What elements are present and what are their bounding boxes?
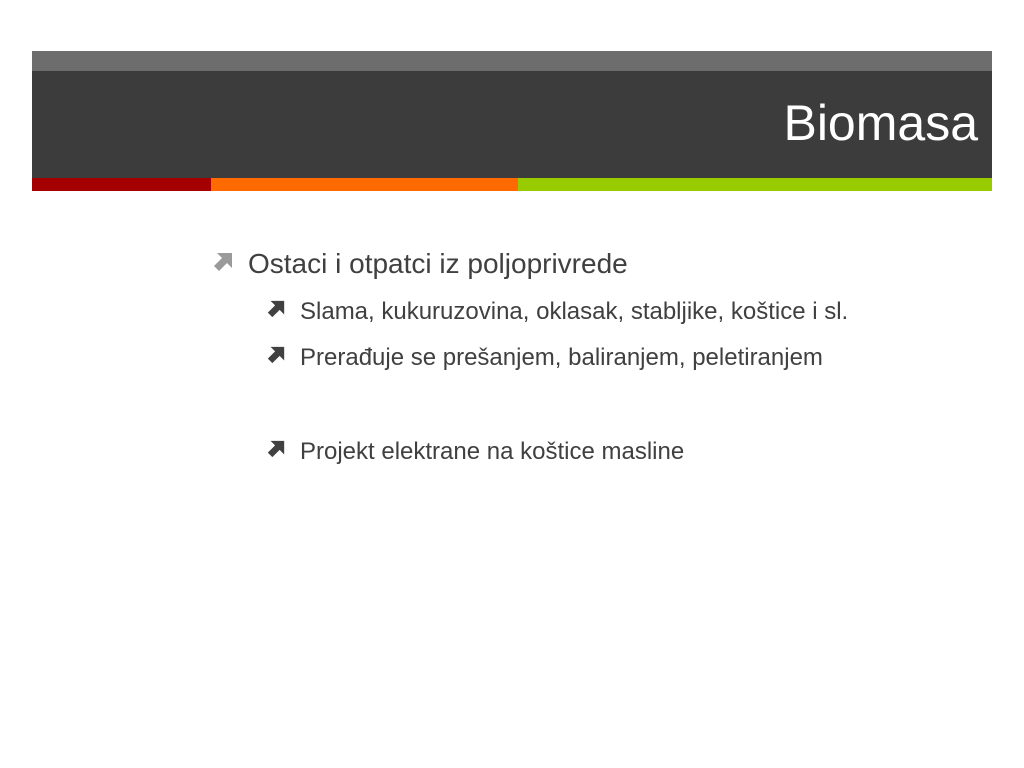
slide-title: Biomasa xyxy=(783,95,978,151)
bullet-item-level2 xyxy=(266,296,848,328)
title-band xyxy=(32,71,992,178)
arrow-up-right-icon xyxy=(266,342,286,374)
accent-bar-orange xyxy=(211,178,518,191)
bullet-item-level1 xyxy=(212,246,628,282)
arrow-up-right-icon xyxy=(266,296,286,328)
bullet-text: Slama, kukuruzovina, oklasak, stabljike, koštice i sl. xyxy=(300,298,849,325)
bullet-item-level2 xyxy=(266,436,684,468)
bullet-text: Projekt elektrane na koštice masline xyxy=(300,438,685,465)
arrow-up-right-icon xyxy=(266,436,286,468)
bullet-item-level2 xyxy=(266,342,823,374)
bullet-text: Ostaci i otpatci iz poljoprivrede xyxy=(248,248,628,279)
title-band-top-strip xyxy=(32,51,992,71)
arrow-up-right-icon xyxy=(212,246,234,282)
bullet-text: Prerađuje se prešanjem, baliranjem, peletiranjem xyxy=(300,344,823,371)
accent-bar-red xyxy=(32,178,211,191)
accent-bar-green xyxy=(518,178,992,191)
